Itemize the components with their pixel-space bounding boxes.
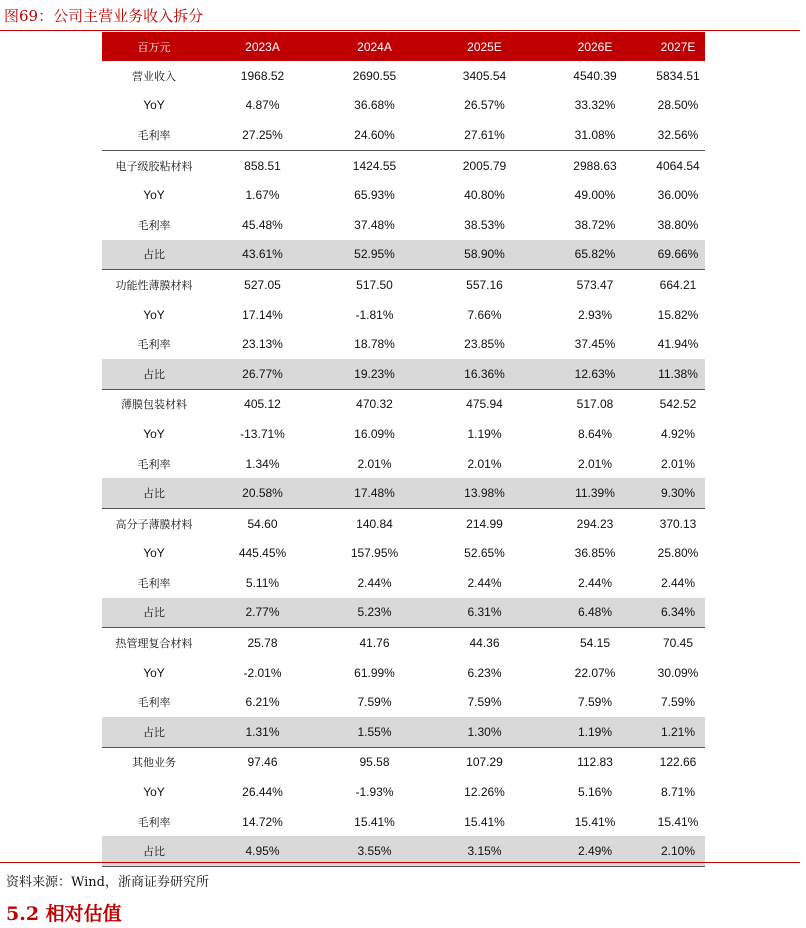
- table-cell: 7.66%: [467, 307, 502, 322]
- row-label: YoY: [143, 426, 165, 441]
- figure-title: 图69：公司主营业务收入拆分: [4, 7, 204, 25]
- table-row: [102, 777, 705, 807]
- row-label: 毛利率: [137, 576, 171, 590]
- table-cell: 36.68%: [354, 98, 395, 113]
- table-cell: 445.45%: [238, 546, 287, 561]
- table-cell: 15.41%: [574, 814, 616, 829]
- table-cell: 475.94: [430, 389, 539, 419]
- table-row: [102, 120, 705, 150]
- table-row: [102, 150, 705, 180]
- table-cell: 107.29: [430, 747, 539, 777]
- table-cell: 40.80%: [464, 188, 505, 203]
- table-cell: 54.60: [206, 508, 319, 538]
- section-heading: 5.2 相对估值: [6, 903, 122, 925]
- table-cell: 31.08%: [574, 127, 616, 142]
- table-cell: 26.77%: [206, 359, 319, 389]
- table-cell: 23.13%: [242, 337, 283, 352]
- table-cell: 20.58%: [206, 478, 319, 508]
- header-cell-year: 2027E: [651, 32, 705, 61]
- table-cell: 4.92%: [660, 426, 696, 441]
- table-cell: 1.19%: [539, 717, 651, 747]
- table-cell: 6.31%: [430, 598, 539, 628]
- table-cell: 527.05: [206, 270, 319, 300]
- table-cell: 33.32%: [574, 98, 616, 113]
- table-cell: 2.01%: [357, 456, 392, 471]
- table-cell: 15.41%: [464, 814, 505, 829]
- row-label: YoY: [143, 98, 165, 113]
- table-cell: 557.16: [430, 270, 539, 300]
- table-cell: 8.71%: [660, 785, 696, 800]
- source-divider: [0, 862, 800, 863]
- table-cell: 157.95%: [350, 546, 399, 561]
- table-cell: 18.78%: [354, 337, 395, 352]
- table-cell: 5.23%: [319, 598, 430, 628]
- table-cell: 517.08: [539, 389, 651, 419]
- table-cell: 70.45: [651, 628, 705, 658]
- table-row: [102, 598, 705, 628]
- table-cell: 3405.54: [462, 68, 507, 83]
- row-label: 功能性薄膜材料: [102, 270, 206, 300]
- table-cell: 37.45%: [574, 337, 616, 352]
- table-cell: 4.95%: [206, 836, 319, 866]
- table-cell: 38.53%: [464, 217, 505, 232]
- row-label: 毛利率: [137, 128, 171, 142]
- table-cell: 28.50%: [657, 98, 699, 113]
- table-cell: 61.99%: [354, 665, 395, 680]
- table-cell: 16.09%: [354, 426, 395, 441]
- header-cell-year: 2025E: [430, 32, 539, 61]
- table-cell: 41.76: [319, 628, 430, 658]
- table-row: [102, 389, 705, 419]
- table-cell: 1.34%: [245, 456, 280, 471]
- table-cell: 2.01%: [577, 456, 613, 471]
- table-cell: 4540.39: [573, 68, 617, 83]
- table-cell: 58.90%: [430, 240, 539, 270]
- table-cell: 2.49%: [539, 836, 651, 866]
- row-label: 毛利率: [137, 338, 171, 352]
- table-cell: 1.31%: [206, 717, 319, 747]
- table-cell: 2690.55: [352, 68, 397, 83]
- table-row: [102, 807, 705, 837]
- table-cell: 95.58: [319, 747, 430, 777]
- table-cell: 5834.51: [656, 68, 700, 83]
- table-cell: 52.95%: [319, 240, 430, 270]
- table-cell: 2.93%: [577, 307, 613, 322]
- table-row: [102, 91, 705, 121]
- table-cell: 25.80%: [657, 546, 699, 561]
- table-cell: 7.59%: [577, 695, 613, 710]
- table-cell: 11.39%: [539, 478, 651, 508]
- table-cell: 4.87%: [245, 98, 280, 113]
- table-cell: 9.30%: [651, 478, 705, 508]
- table-cell: 1.67%: [245, 188, 280, 203]
- table-cell: 24.60%: [354, 127, 395, 142]
- table-row: [102, 568, 705, 598]
- row-label: 占比: [102, 598, 206, 628]
- table-row: [102, 478, 705, 508]
- title-divider: [0, 30, 800, 31]
- table-cell: 97.46: [206, 747, 319, 777]
- header-cell-year: 2024A: [319, 32, 430, 61]
- row-label: 毛利率: [137, 457, 171, 471]
- table-row: [102, 240, 705, 270]
- table-cell: 16.36%: [430, 359, 539, 389]
- table-cell: 573.47: [539, 270, 651, 300]
- table-cell: 1.30%: [430, 717, 539, 747]
- row-label: YoY: [143, 546, 165, 561]
- header-cell-unit: 百万元: [102, 32, 206, 61]
- table-header-row: [102, 32, 705, 61]
- table-cell: 15.41%: [354, 814, 395, 829]
- table-cell: 26.57%: [464, 98, 505, 113]
- table-cell: 1.55%: [319, 717, 430, 747]
- table-cell: 15.82%: [657, 307, 699, 322]
- table-row: [102, 180, 705, 210]
- table-row: [102, 747, 705, 777]
- table-row: [102, 449, 705, 479]
- table-row: [102, 687, 705, 717]
- row-label: 占比: [102, 717, 206, 747]
- table-row: [102, 210, 705, 240]
- table-cell: 65.93%: [354, 188, 395, 203]
- table-row: [102, 658, 705, 688]
- table-cell: 2.44%: [577, 575, 613, 590]
- table-cell: 214.99: [430, 508, 539, 538]
- table-cell: 14.72%: [242, 814, 283, 829]
- table-cell: 1424.55: [319, 150, 430, 180]
- table-cell: 2988.63: [539, 150, 651, 180]
- table-cell: 4064.54: [651, 150, 705, 180]
- table-cell: 65.82%: [539, 240, 651, 270]
- table-cell: 41.94%: [657, 337, 699, 352]
- table-cell: 542.52: [651, 389, 705, 419]
- table-row: [102, 419, 705, 449]
- table-cell: 1.19%: [467, 426, 502, 441]
- row-label: 其他业务: [102, 747, 206, 777]
- table-cell: 19.23%: [319, 359, 430, 389]
- table-cell: 122.66: [651, 747, 705, 777]
- table-cell: 2.01%: [467, 456, 502, 471]
- table-cell: 45.48%: [242, 217, 283, 232]
- table-cell: 664.21: [651, 270, 705, 300]
- header-cell-year: 2023A: [206, 32, 319, 61]
- table-cell: 17.48%: [319, 478, 430, 508]
- table-cell: 294.23: [539, 508, 651, 538]
- table-cell: 7.59%: [467, 695, 502, 710]
- table-cell: 3.55%: [319, 836, 430, 866]
- table-row: [102, 329, 705, 359]
- table-cell: 38.72%: [574, 217, 616, 232]
- row-label: 占比: [102, 836, 206, 866]
- table-cell: 25.78: [206, 628, 319, 658]
- table-row: [102, 300, 705, 330]
- table-cell: 140.84: [319, 508, 430, 538]
- table-cell: 22.07%: [574, 665, 616, 680]
- row-label: 高分子薄膜材料: [102, 508, 206, 538]
- table-row: [102, 508, 705, 538]
- row-label: YoY: [143, 785, 165, 800]
- table-cell: 405.12: [206, 389, 319, 419]
- table-cell: 49.00%: [574, 188, 616, 203]
- revenue-breakdown-table: [102, 32, 705, 867]
- table-cell: -13.71%: [240, 426, 285, 441]
- row-label: 营业收入: [132, 69, 176, 83]
- table-cell: 1.21%: [651, 717, 705, 747]
- table-row: [102, 628, 705, 658]
- table-cell: 44.36: [430, 628, 539, 658]
- table-cell: 3.15%: [430, 836, 539, 866]
- table-cell: 26.44%: [242, 785, 283, 800]
- table-cell: 11.38%: [651, 359, 705, 389]
- table-cell: 43.61%: [206, 240, 319, 270]
- table-cell: 370.13: [651, 508, 705, 538]
- table-cell: 12.63%: [539, 359, 651, 389]
- row-label: 毛利率: [137, 815, 171, 829]
- table-row: [102, 717, 705, 747]
- table-cell: 2.10%: [651, 836, 705, 866]
- row-label: 毛利率: [137, 696, 171, 710]
- source-note: 资料来源：Wind，浙商证券研究所: [6, 875, 209, 890]
- table-cell: 2.44%: [467, 575, 502, 590]
- table-cell: 8.64%: [577, 426, 613, 441]
- table-cell: 52.65%: [464, 546, 505, 561]
- table-cell: 7.59%: [357, 695, 392, 710]
- table-cell: 2.77%: [206, 598, 319, 628]
- row-label: 热管理复合材料: [102, 628, 206, 658]
- row-label: YoY: [143, 665, 165, 680]
- table-cell: -1.81%: [355, 307, 394, 322]
- table-cell: 32.56%: [657, 127, 699, 142]
- table-cell: 27.61%: [464, 127, 505, 142]
- table-cell: -1.93%: [355, 785, 394, 800]
- table-cell: 858.51: [206, 150, 319, 180]
- row-label: YoY: [143, 307, 165, 322]
- table-row: [102, 539, 705, 569]
- row-label: 占比: [102, 359, 206, 389]
- table-cell: 2005.79: [430, 150, 539, 180]
- table-cell: 13.98%: [430, 478, 539, 508]
- row-label: 电子级胶粘材料: [102, 150, 206, 180]
- row-label: 薄膜包装材料: [102, 389, 206, 419]
- table-cell: 6.23%: [467, 665, 502, 680]
- table-cell: 30.09%: [657, 665, 699, 680]
- table-cell: 37.48%: [354, 217, 395, 232]
- row-label: 占比: [102, 240, 206, 270]
- table-body: [102, 61, 705, 867]
- table-cell: 5.11%: [245, 575, 280, 590]
- table-cell: 6.21%: [245, 695, 280, 710]
- table-cell: 7.59%: [660, 695, 696, 710]
- header-cell-year: 2026E: [539, 32, 651, 61]
- table-cell: 69.66%: [651, 240, 705, 270]
- table-cell: 6.34%: [651, 598, 705, 628]
- table-cell: 15.41%: [657, 814, 699, 829]
- table-cell: 2.44%: [357, 575, 392, 590]
- table-cell: 5.16%: [577, 785, 613, 800]
- table-cell: 12.26%: [464, 785, 505, 800]
- row-label: 占比: [102, 478, 206, 508]
- table-cell: 2.44%: [660, 575, 696, 590]
- row-label: YoY: [143, 188, 165, 203]
- table-cell: 112.83: [539, 747, 651, 777]
- table-cell: 36.85%: [574, 546, 616, 561]
- table-cell: 470.32: [319, 389, 430, 419]
- table-cell: 17.14%: [242, 307, 283, 322]
- table-cell: 1968.52: [240, 68, 285, 83]
- table-cell: 2.01%: [660, 456, 696, 471]
- table-cell: 54.15: [539, 628, 651, 658]
- table-row: [102, 270, 705, 300]
- row-label: 毛利率: [137, 218, 171, 232]
- table-row: [102, 61, 705, 91]
- table-row: [102, 359, 705, 389]
- table-cell: 36.00%: [657, 188, 699, 203]
- table-cell: 27.25%: [242, 127, 283, 142]
- table-cell: 517.50: [319, 270, 430, 300]
- table-cell: 23.85%: [464, 337, 505, 352]
- table-cell: 38.80%: [657, 217, 699, 232]
- table-cell: -2.01%: [243, 665, 282, 680]
- table-cell: 6.48%: [539, 598, 651, 628]
